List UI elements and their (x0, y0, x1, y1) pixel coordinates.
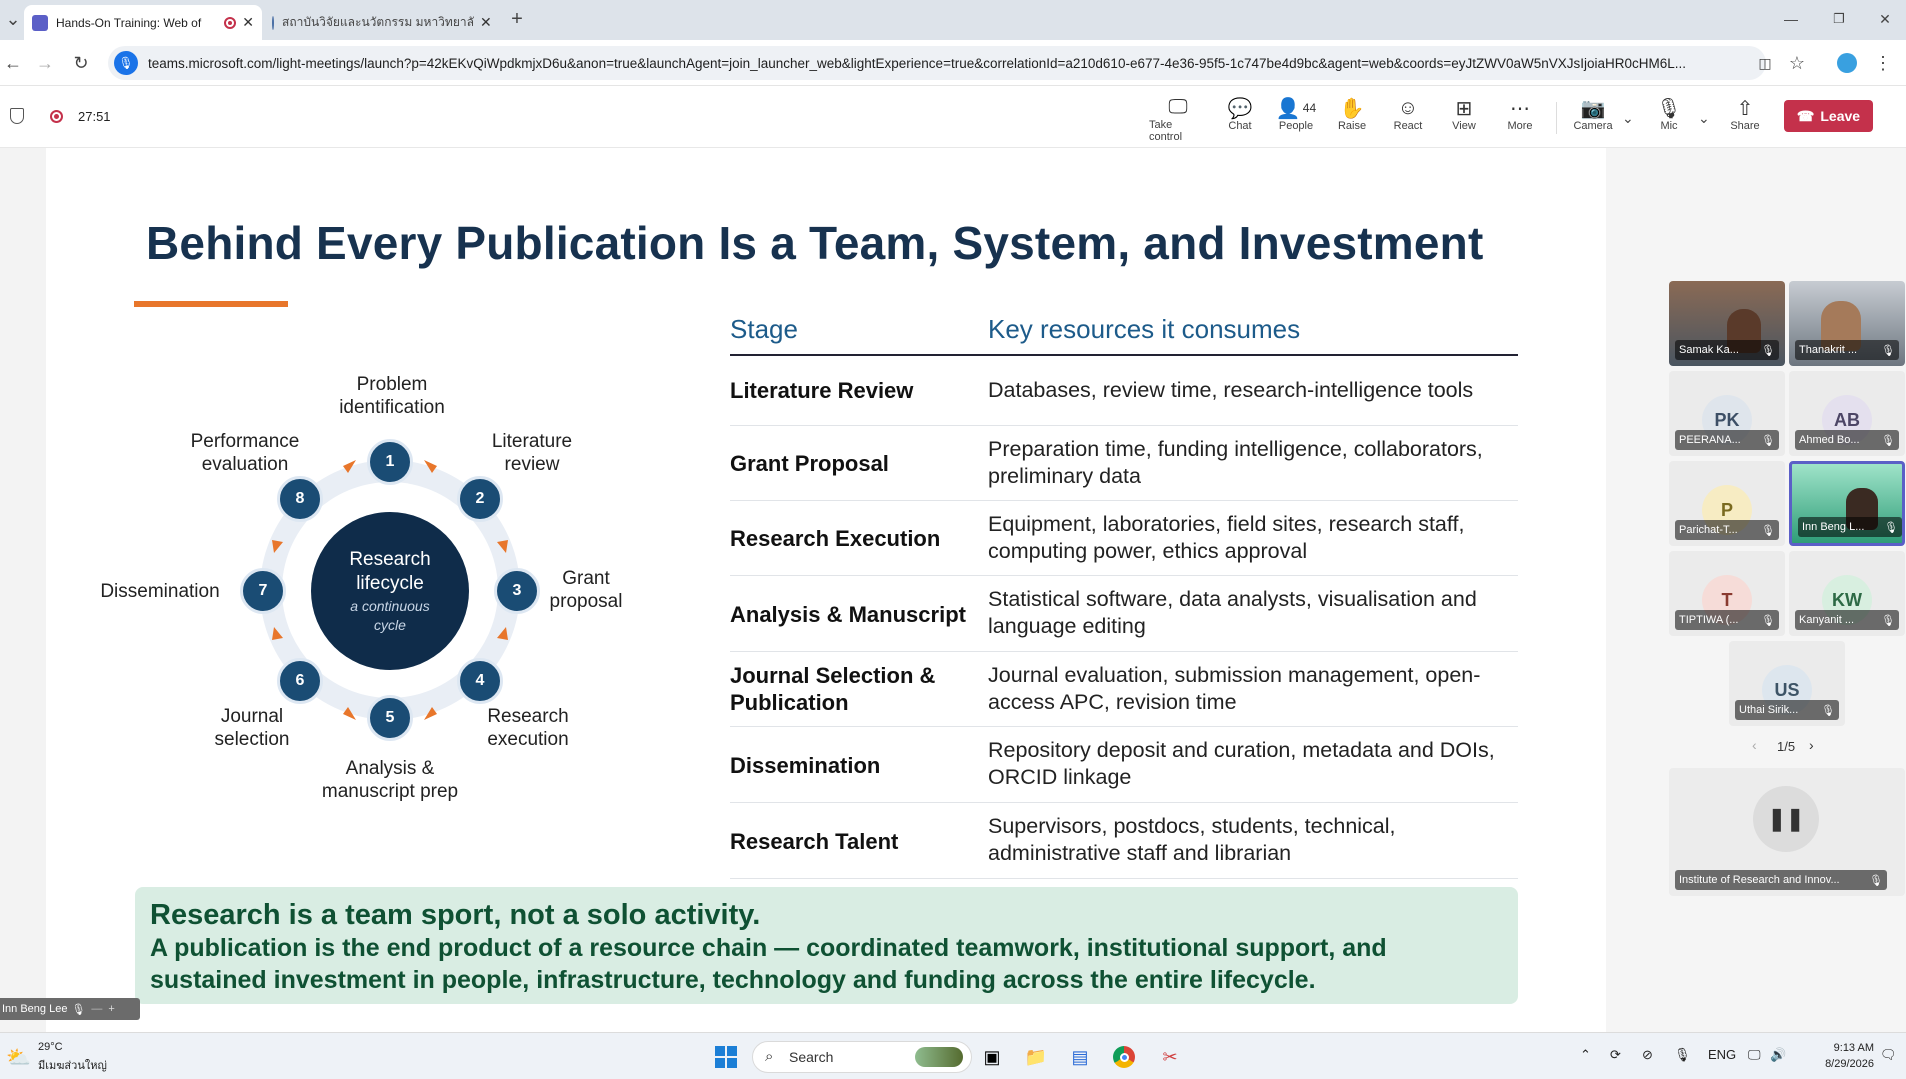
participant-avatar: KW (1822, 575, 1872, 625)
camera-off-icon: 📷 (1580, 97, 1606, 120)
resources-cell: Preparation time, funding intelligence, collaborators, preliminary data (988, 437, 1483, 488)
lifecycle-center-title: Research lifecycle (349, 549, 431, 594)
chat-icon: 💬 (1227, 97, 1253, 120)
resources-cell: Statistical software, data analysts, visualisation and language editing (988, 587, 1477, 638)
volume-icon[interactable]: 🔊 (1770, 1047, 1787, 1062)
raise-hand-button[interactable]: ✋ Raise (1337, 97, 1367, 132)
meeting-toolbar (0, 86, 1906, 148)
cycle-node-1: 1 (367, 439, 413, 485)
stage-cell: Analysis & Manuscript (730, 602, 966, 627)
participant-name: Samak Ka... 🎙 (1675, 340, 1779, 360)
address-bar-row (0, 40, 1906, 86)
leave-button[interactable]: ☎ Leave (1784, 100, 1873, 132)
table-row (730, 803, 1518, 879)
share-icon: ⇧ (1736, 97, 1754, 120)
table-row (730, 356, 1518, 426)
table-header-resources: Key resources it consumes (988, 314, 1301, 344)
grid-icon: ⊞ (1455, 97, 1473, 120)
participant-name: Thanakrit ... 🎙 (1795, 340, 1899, 360)
sync-icon[interactable]: ⟳ (1610, 1047, 1621, 1062)
stage-cell: Research Execution (730, 526, 941, 551)
url-text: teams.microsoft.com/light-meetings/launch?p=42kEKvQiWpdkmjxD6u&anon=true&launchAgent=join_launcher_web&lightExperience=true&correlationId=a210d610-e677-4e36-95f5-1c747be4d9bc&agent=web&coords=eyJtZWV0aW5nVXJsIjoiaHR0cHM6L... (148, 55, 1687, 71)
minimize-icon[interactable]: — (1784, 11, 1798, 27)
forward-icon[interactable]: → (36, 52, 54, 73)
site-info-icon[interactable]: 🎙 (114, 51, 138, 75)
cycle-label-8: Performance evaluation (190, 431, 300, 475)
mic-muted-icon: 🎙 (1881, 434, 1895, 447)
participant-avatar: AB (1822, 395, 1872, 445)
callout-body: A publication is the end product of a resource chain — coordinated teamwork, institutional support, and sustained investment in people, infrastructure, technology and funding across the entire lifecycle. (150, 934, 1387, 994)
stage-cell: Grant Proposal (730, 451, 889, 476)
chrome-icon[interactable] (1110, 1043, 1138, 1071)
tab-list-chevron-icon[interactable]: ⌄ (5, 8, 21, 29)
pager-prev-icon[interactable]: ‹ (1752, 737, 1757, 753)
participant-name: Ahmed Bo... 🎙 (1795, 430, 1899, 450)
table-row (730, 576, 1518, 652)
mic-button[interactable]: 🎙 Mic (1656, 97, 1682, 132)
windows-icon (715, 1046, 737, 1068)
start-button[interactable] (712, 1043, 740, 1071)
resources-cell: Supervisors, postdocs, students, technical, administrative staff and librarian (988, 814, 1396, 865)
expand-icon[interactable]: + (108, 1003, 115, 1015)
participant-avatar: PK (1702, 395, 1752, 445)
browser-tab[interactable] (264, 5, 492, 40)
shield-icon (10, 108, 24, 124)
take-control-button[interactable]: 🖵 Take control (1149, 96, 1188, 143)
participant-name: Inn Beng L... 🎙 (1798, 517, 1902, 537)
participant-tile[interactable] (1789, 371, 1905, 456)
notification-icon[interactable]: 🗨 (1880, 1047, 1897, 1062)
taskbar (0, 1032, 1906, 1079)
snipping-tool-icon[interactable]: ✂ (1162, 1046, 1178, 1067)
reload-icon[interactable]: ↻ (73, 52, 89, 73)
cycle-node-8: 8 (277, 476, 323, 522)
chat-button[interactable]: 💬 Chat (1227, 97, 1253, 132)
cycle-label-1: Problem identification (339, 374, 445, 418)
mic-muted-icon: 🎙 (1761, 614, 1775, 627)
browser-tab-active[interactable] (24, 5, 262, 40)
mic-muted-icon: 🎙 (1881, 344, 1895, 357)
search-highlight-image (915, 1047, 963, 1067)
mic-icon: 🎙 (1884, 521, 1898, 534)
self-view-pill[interactable]: Inn Beng Lee 🎙 — + (0, 998, 140, 1020)
mic-muted-icon: 🎙 (1821, 704, 1835, 717)
taskbar-search[interactable]: ⌕ Search (752, 1041, 972, 1073)
table-header-stage: Stage (730, 314, 798, 344)
back-icon[interactable]: ← (4, 52, 22, 73)
share-button[interactable]: ⇧ Share (1730, 97, 1760, 132)
title-accent-bar (134, 301, 288, 307)
teams-icon (32, 15, 48, 31)
weather-widget[interactable]: ⛅ 29°C มีเมฆส่วนใหญ่ (6, 1041, 107, 1072)
ellipsis-icon: ⋯ (1510, 97, 1530, 120)
network-icon[interactable]: ⊘ (1642, 1047, 1653, 1062)
camera-button[interactable]: 📷 Camera (1573, 97, 1613, 132)
camera-options-chevron-icon[interactable]: ⌄ (1622, 110, 1634, 126)
file-explorer-icon[interactable]: 📁 (1024, 1046, 1048, 1067)
recording-icon (50, 110, 63, 123)
mic-muted-icon: 🎙 (1761, 524, 1775, 537)
react-button[interactable]: ☺ React (1393, 96, 1423, 132)
participant-avatar: P (1702, 485, 1752, 535)
hand-icon: ✋ (1339, 97, 1365, 120)
mic-options-chevron-icon[interactable]: ⌄ (1698, 110, 1710, 126)
mic-muted-icon: 🎙 (1869, 874, 1883, 887)
more-button[interactable]: ⋯ More (1507, 97, 1533, 132)
table-row (730, 727, 1518, 803)
people-icon: 👤 44 (1275, 97, 1317, 120)
close-window-icon[interactable]: ✕ (1879, 10, 1891, 27)
url-field[interactable] (108, 46, 1766, 80)
slide-title: Behind Every Publication Is a Team, System, and Investment (146, 217, 1484, 269)
cycle-label-3: Grant proposal (549, 568, 623, 612)
display-icon[interactable]: 🖵 (1748, 1047, 1761, 1062)
stage-cell: Research Talent (730, 829, 899, 854)
mic-muted-icon: 🎙 (1881, 614, 1895, 627)
callout-heading: Research is a team sport, not a solo activity. (150, 899, 761, 931)
mic-muted-icon: 🎙 (1761, 434, 1775, 447)
mic-icon: 🎙 (71, 1003, 86, 1016)
mic-tray-icon[interactable]: 🎙 (1674, 1047, 1691, 1062)
participant-tile[interactable] (1669, 551, 1785, 636)
cycle-node-2: 2 (457, 476, 503, 522)
pause-icon: ❚❚ (1753, 786, 1819, 852)
callout-box (135, 887, 1518, 1004)
close-tab-icon[interactable]: ✕ (242, 14, 254, 30)
resources-cell: Journal evaluation, submission management, open-access APC, revision time (988, 663, 1481, 714)
phone-hangup-icon: ☎ (1796, 107, 1815, 124)
participant-tile[interactable] (1669, 371, 1785, 456)
participant-avatar: T (1702, 575, 1752, 625)
collapse-icon[interactable]: — (91, 1003, 103, 1015)
stage-cell: Dissemination (730, 753, 881, 778)
new-tab-icon[interactable]: + (511, 7, 523, 30)
cycle-label-4: Research execution (487, 706, 569, 750)
take-control-icon: 🖵 (1168, 96, 1188, 118)
profile-icon[interactable] (1834, 50, 1860, 76)
participant-tile[interactable] (1789, 281, 1905, 366)
tab-title: สถาบันวิจัยและนวัตกรรม มหาวิทยาลั (282, 15, 474, 29)
mic-muted-icon: 🎙 (1761, 344, 1775, 357)
pager-label: 1/5 (1777, 739, 1796, 754)
cloud-sun-icon: ⛅ (6, 1047, 31, 1069)
browser-menu-icon[interactable]: ⋮ (1874, 52, 1892, 73)
meeting-timer: 27:51 (78, 109, 111, 124)
participant-name: Uthai Sirik... 🎙 (1735, 700, 1839, 720)
cycle-label-7: Dissemination (100, 581, 220, 602)
smiley-icon: ☺ (1397, 96, 1419, 119)
cycle-label-5: Analysis & manuscript prep (321, 758, 459, 802)
task-view-icon[interactable]: ▣ (983, 1046, 1001, 1067)
search-icon: ⌕ (765, 1048, 774, 1065)
cycle-node-3: 3 (494, 568, 540, 614)
cycle-node-4: 4 (457, 658, 503, 704)
participant-tile[interactable] (1669, 281, 1785, 366)
table-row (730, 426, 1518, 501)
recording-icon (224, 17, 236, 29)
lifecycle-center-subtitle: a continuous cycle (350, 598, 430, 633)
toolbar-divider (1556, 102, 1557, 134)
presenter-tile[interactable] (1669, 768, 1905, 896)
participant-name: Institute of Research and Innov... 🎙 (1675, 870, 1887, 890)
cycle-label-2: Literature review (491, 431, 573, 475)
cycle-node-6: 6 (277, 658, 323, 704)
participant-name: Kanyanit ... 🎙 (1795, 610, 1899, 630)
table-row (730, 652, 1518, 727)
lifecycle-center (311, 512, 469, 670)
stage-cell: Literature Review (730, 378, 914, 403)
tab-title: Hands-On Training: Web of (56, 15, 202, 30)
pager-next-icon[interactable]: › (1809, 737, 1814, 753)
participant-tile-speaking[interactable] (1789, 461, 1905, 546)
mic-off-icon: 🎙 (1656, 97, 1682, 120)
notepad-icon[interactable]: ▤ (1071, 1046, 1089, 1067)
participant-name: PEERANA... 🎙 (1675, 430, 1779, 450)
participant-name: Parichat-T... 🎙 (1675, 520, 1779, 540)
cycle-label-6: Journal selection (214, 706, 290, 750)
resources-cell: Repository deposit and curation, metadata and DOIs, ORCID linkage (988, 738, 1495, 789)
view-button[interactable]: ⊞ View (1452, 97, 1476, 132)
participant-tile[interactable] (1669, 461, 1785, 546)
bookmark-star-icon[interactable]: ☆ (1788, 52, 1806, 73)
participant-tile[interactable] (1789, 551, 1905, 636)
resources-cell: Databases, review time, research-intelligence tools (988, 378, 1474, 402)
resources-cell: Equipment, laboratories, field sites, research staff, computing power, ethics approval (988, 512, 1465, 563)
browser-tab-bar (0, 0, 1906, 40)
table-row (730, 501, 1518, 576)
stage-cell: Journal Selection & Publication (730, 663, 936, 715)
restore-icon[interactable]: ❐ (1833, 11, 1845, 26)
extension-icon[interactable]: ◫ (1758, 54, 1772, 71)
language-indicator[interactable]: ENG (1708, 1047, 1737, 1062)
cycle-node-7: 7 (240, 568, 286, 614)
close-tab-icon[interactable]: ✕ (479, 14, 492, 30)
globe-icon (272, 16, 274, 30)
participant-name: TIPTIWA (... 🎙 (1675, 610, 1779, 630)
participant-tile[interactable] (1729, 641, 1845, 726)
people-button[interactable]: 👤 44 People (1275, 97, 1317, 132)
show-hidden-icons[interactable]: ⌃ (1580, 1047, 1591, 1062)
clock[interactable]: 9:13 AM 8/29/2026 (1825, 1042, 1874, 1070)
cycle-node-5: 5 (367, 695, 413, 741)
participant-avatar: US (1762, 665, 1812, 715)
